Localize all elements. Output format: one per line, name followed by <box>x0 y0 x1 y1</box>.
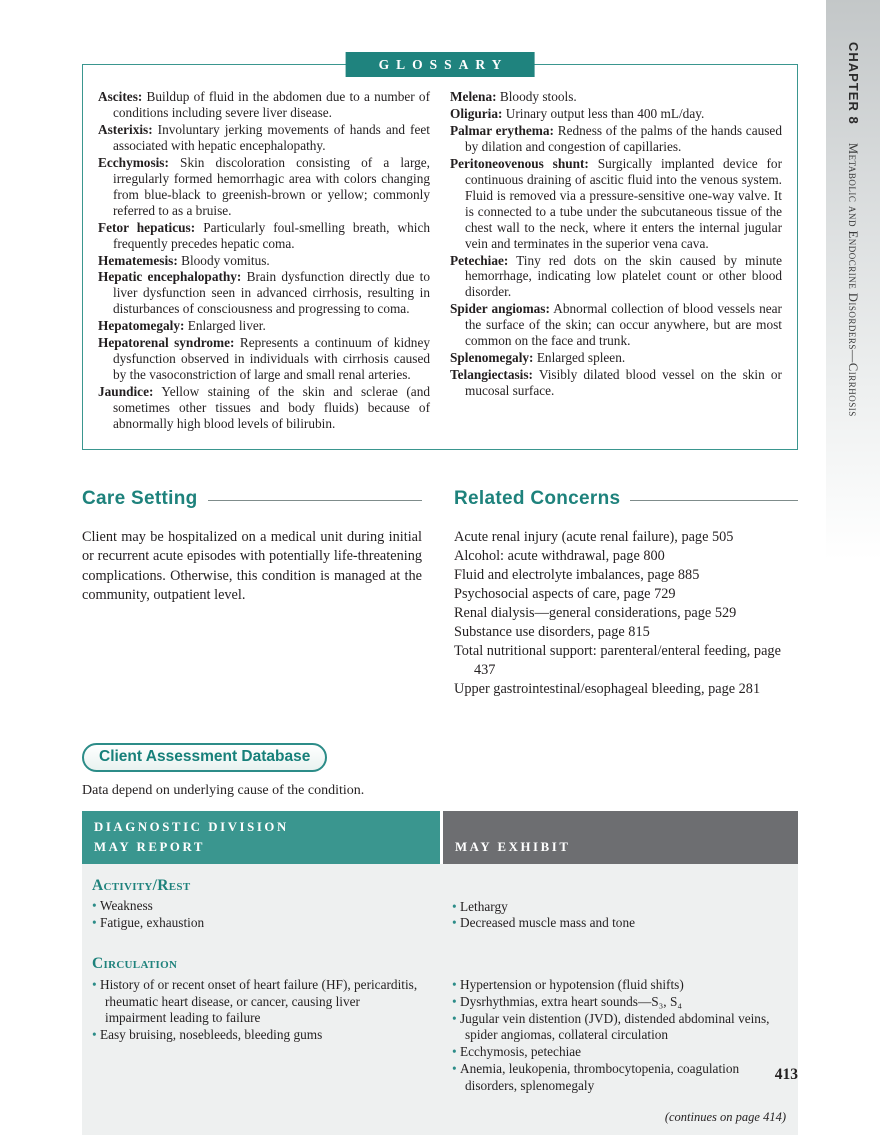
care-setting-body: Client may be hospitalized on a medical unit during initial or recurrent acute episodes with potentially life-threatening complications. Otherwise, this condition is managed at the community, outpatient level. <box>82 529 422 604</box>
glossary-entry <box>450 253 782 301</box>
glossary-term: Spider angiomas: <box>450 301 550 317</box>
glossary-definition: Involuntary jerking movements of hands and feet associated with hepatic encephalopathy. <box>113 121 430 153</box>
glossary-term: Telangiectasis: <box>450 367 533 383</box>
glossary-title: GLOSSARY <box>346 52 535 77</box>
section-activity-rest <box>82 868 798 933</box>
glossary-entry <box>450 350 782 366</box>
chapter-number: CHAPTER 8 <box>846 42 861 125</box>
page-number: 413 <box>774 1066 798 1083</box>
may-exhibit-item: • Jugular vein distention (JVD), distended abdominal veins, spider angiomas, collateral circulation <box>452 1011 784 1045</box>
page-content <box>82 52 798 1135</box>
glossary-definition: Enlarged spleen. <box>536 350 626 366</box>
related-concern-item: Upper gastrointestinal/esophageal bleeding, page 281 <box>454 681 761 698</box>
glossary-entry <box>450 89 782 105</box>
glossary-entry <box>98 384 430 432</box>
glossary-entry <box>450 367 782 399</box>
may-report-item: • History of or recent onset of heart failure (HF), pericarditis, rheumatic heart disease, or cancer, causing liver impairment leading to failure <box>92 977 422 1027</box>
may-exhibit-cell <box>440 868 798 933</box>
may-exhibit-header <box>443 811 798 864</box>
header-line-2: MAY REPORT <box>94 839 205 854</box>
assessment-table-header <box>82 811 798 864</box>
may-exhibit-list <box>452 977 784 1094</box>
glossary-entry <box>450 106 782 122</box>
glossary-definition: Buildup of fluid in the abdomen due to a number of conditions including severe liver disease. <box>113 89 430 120</box>
chapter-vertical-text <box>844 42 862 416</box>
glossary-term: Asterixis: <box>98 121 153 137</box>
care-setting-heading-row <box>82 488 422 510</box>
glossary-term: Hematemesis: <box>98 252 178 268</box>
related-concerns-section <box>454 488 798 699</box>
glossary-term: Ecchymosis: <box>98 154 169 170</box>
may-report-item: • Easy bruising, nosebleeds, bleeding gums <box>92 1027 422 1044</box>
glossary-definition: Redness of the palms of the hands caused by dilation and congestion of capillaries. <box>465 122 782 154</box>
may-report-list <box>92 898 422 932</box>
may-exhibit-item: • Ecchymosis, petechiae <box>452 1044 784 1061</box>
glossary-entry <box>450 123 782 155</box>
glossary-term: Petechiae: <box>450 252 509 268</box>
may-exhibit-item: • Hypertension or hypotension (fluid shifts) <box>452 977 784 994</box>
chapter-edge-strip <box>826 0 880 560</box>
glossary-entry <box>98 253 430 269</box>
glossary-definition: Urinary output less than 400 mL/day. <box>505 105 705 121</box>
may-exhibit-item: • Anemia, leukopenia, thrombocytopenia, coagulation disorders, splenomegaly <box>452 1061 784 1095</box>
related-concern-item: Renal dialysis—general considerations, page 529 <box>454 605 737 622</box>
may-report-item: • Weakness <box>92 898 422 915</box>
assessment-note: Data depend on underlying cause of the condition. <box>82 783 365 799</box>
glossary-entry <box>98 155 430 219</box>
glossary-definition: Yellow staining of the skin and sclerae (and sometimes other tissues and body fluids) because of abnormally high blood levels of bilirubin. <box>113 384 430 432</box>
chapter-title: Metabolic and Endocrine Disorders—Cirrhosis <box>846 142 860 417</box>
glossary-entry <box>450 156 782 252</box>
glossary-term: Fetor hepaticus: <box>98 219 196 235</box>
glossary-definition: Abnormal collection of blood vessels near the surface of the skin; can occur anywhere, but are most common on the face and trunk. <box>465 301 782 349</box>
header-line: MAY EXHIBIT <box>455 839 571 854</box>
glossary-term: Palmar erythema: <box>450 122 554 138</box>
glossary-term: Hepatorenal syndrome: <box>98 335 235 351</box>
may-report-cell <box>82 946 440 1094</box>
heading-rule <box>630 500 798 501</box>
glossary-term: Melena: <box>450 89 497 104</box>
glossary-entry <box>98 220 430 252</box>
related-concern-item: Substance use disorders, page 815 <box>454 624 650 641</box>
glossary-term: Peritoneovenous shunt: <box>450 155 589 171</box>
glossary-entry <box>98 89 430 121</box>
glossary-definition: Surgically implanted device for continuous draining of ascitic fluid into the venous system. Fluid is removed via a pressure-sensitive one-way valve. It is connected to a tube under the subcutaneous tissue of the chest wall to the neck, where it enters the internal jugular vein and terminates in the superior vena cava. <box>465 155 782 251</box>
care-setting-heading: Care Setting <box>82 488 198 510</box>
may-exhibit-item: • Decreased muscle mass and tone <box>452 915 784 932</box>
glossary-term: Ascites: <box>98 89 143 104</box>
may-report-item: • Fatigue, exhaustion <box>92 915 422 932</box>
glossary-definition: Tiny red dots on the skin caused by minute hemorrhage, indicating low platelet count or other blood disorder. <box>465 252 782 300</box>
section-circulation <box>82 946 798 1094</box>
glossary-definition: Enlarged liver. <box>187 318 266 334</box>
heading-rule <box>208 500 422 501</box>
glossary-right-column <box>450 89 782 433</box>
glossary-box <box>82 57 798 450</box>
assessment-table-body <box>82 864 798 1136</box>
related-concern-item: Acute renal injury (acute renal failure), page 505 <box>454 529 734 546</box>
may-exhibit-item: • Dysrhythmias, extra heart sounds—S₃, S₄ <box>452 994 784 1011</box>
may-exhibit-list <box>452 899 784 933</box>
may-report-list <box>92 977 422 1044</box>
may-exhibit-item: • Lethargy <box>452 899 784 916</box>
may-exhibit-cell <box>440 946 798 1094</box>
care-setting-section <box>82 488 422 699</box>
client-assessment-database-badge: Client Assessment Database <box>82 743 327 772</box>
glossary-definition: Skin discoloration consisting of a large, irregularly formed hemorrhagic area with colors changing from blue-black to greenish-brown or yellow; commonly referred to as a bruise. <box>113 154 431 218</box>
glossary-term: Hepatomegaly: <box>98 318 185 334</box>
related-concerns-list <box>454 528 798 699</box>
glossary-definition: Brain dysfunction directly due to liver dysfunction seen in advanced cirrhosis, resulting in disturbances of consciousness and progressing to coma. <box>113 269 430 317</box>
may-report-header <box>82 811 440 864</box>
assessment-table <box>82 811 798 1135</box>
related-concern-item: Fluid and electrolyte imbalances, page 885 <box>454 567 700 584</box>
glossary-entry <box>98 335 430 383</box>
related-concerns-heading-row <box>454 488 798 510</box>
glossary-definition: Bloody vomitus. <box>181 252 270 268</box>
glossary-left-column <box>98 89 430 433</box>
section-title: Activity/Rest <box>92 876 191 894</box>
header-line-1: DIAGNOSTIC DIVISION <box>94 820 289 835</box>
glossary-term: Jaundice: <box>98 384 154 400</box>
continues-note: (continues on page 414) <box>664 1110 786 1125</box>
glossary-entry <box>98 122 430 154</box>
glossary-entry <box>98 269 430 317</box>
section-title: Circulation <box>92 955 178 973</box>
glossary-definition: Particularly foul-smelling breath, which frequently precedes hepatic coma. <box>113 219 430 251</box>
glossary-term: Oliguria: <box>450 105 503 121</box>
related-concern-item: Alcohol: acute withdrawal, page 800 <box>454 548 665 565</box>
glossary-definition: Visibly dilated blood vessel on the skin or mucosal surface. <box>465 367 782 399</box>
related-concern-item: Total nutritional support: parenteral/enteral feeding, page 437 <box>454 643 781 679</box>
glossary-entry <box>98 318 430 334</box>
related-concerns-heading: Related Concerns <box>454 488 621 510</box>
glossary-entry <box>450 301 782 349</box>
glossary-definition: Bloody stools. <box>499 89 577 104</box>
may-report-cell <box>82 868 440 933</box>
glossary-columns <box>98 89 782 433</box>
glossary-term: Splenomegaly: <box>450 350 534 366</box>
glossary-term: Hepatic encephalopathy: <box>98 269 242 285</box>
care-related-row <box>82 488 798 699</box>
glossary-definition: Represents a continuum of kidney dysfunction observed in individuals with cirrhosis caused by the vasoconstriction of large and small renal arteries. <box>113 335 430 383</box>
related-concern-item: Psychosocial aspects of care, page 729 <box>454 586 676 603</box>
